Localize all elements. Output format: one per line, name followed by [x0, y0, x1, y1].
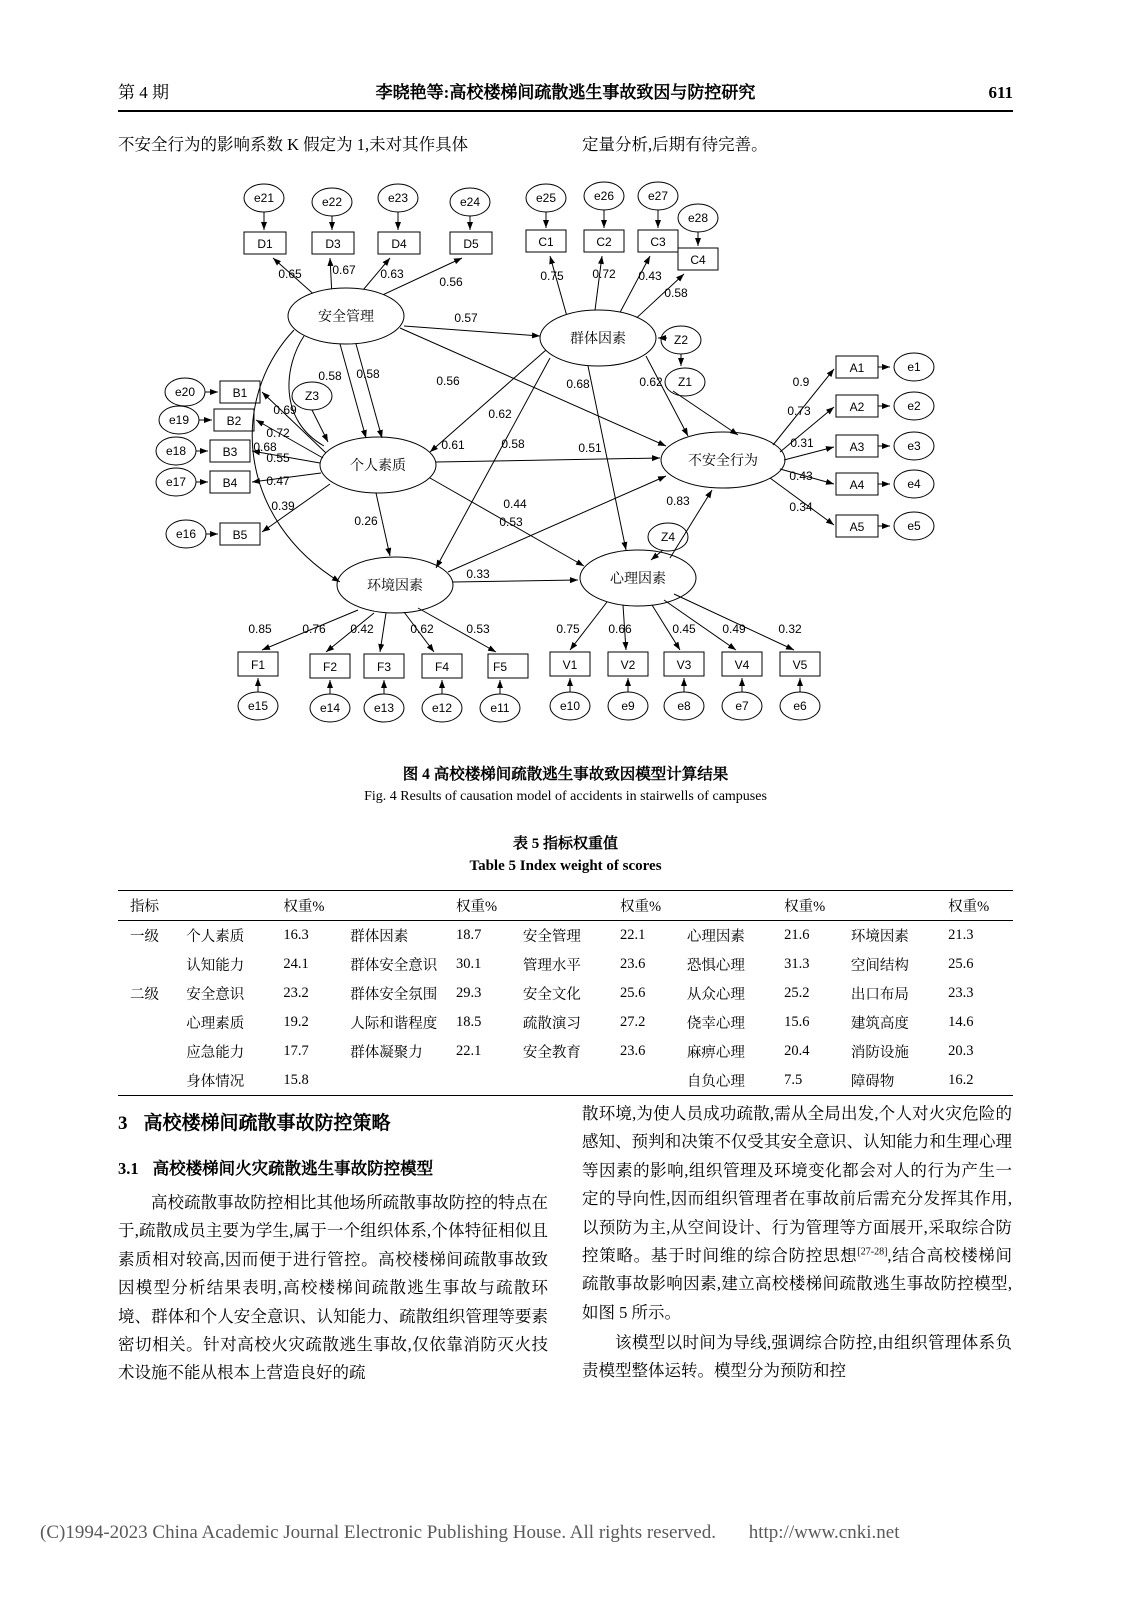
svg-text:e25: e25 [535, 191, 557, 205]
svg-text:0.55: 0.55 [266, 451, 290, 465]
paragraph-left-1: 高校疏散事故防控相比其他场所疏散事故防控的特点在于,疏散成员主要为学生,属于一个组织体系,个体特征相似且素质相对较高,因而便于进行管控。高校楼梯间疏散事故致因模型分析结果表明,高校楼梯间疏散逃生事故与疏散环境、群体和个人安全意识、认知能力、疏散组织管理等要素密切相关。针对高校火灾疏散逃生事故,仅依靠消防灭火技术设施不能从根本上营造良好的疏 [118, 1193, 548, 1383]
cell-level [118, 1008, 184, 1037]
cell-value: 23.6 [620, 956, 646, 972]
svg-text:e27: e27 [647, 189, 669, 203]
figure-caption-en: Fig. 4 Results of causation model of accidents in stairwells of campuses [364, 789, 767, 804]
section-3-number: 3 [118, 1113, 128, 1134]
svg-text:0.68: 0.68 [566, 377, 590, 391]
table-row [118, 1008, 1013, 1037]
cell-value: 7.5 [782, 1066, 849, 1096]
cell-name: 侥幸心理 [686, 1016, 745, 1032]
th-weight-4: 权重% [782, 891, 849, 921]
svg-text:e20: e20 [174, 385, 196, 399]
table-row [118, 1066, 1013, 1096]
svg-text:0.73: 0.73 [787, 404, 811, 418]
cell-name [521, 1066, 618, 1096]
svg-text:0.58: 0.58 [356, 367, 380, 381]
svg-text:F5: F5 [492, 660, 508, 674]
cell-value: 23.6 [620, 1043, 646, 1059]
cell-value: 30.1 [456, 956, 482, 972]
svg-text:0.32: 0.32 [778, 622, 802, 636]
th-weight-1: 权重% [281, 891, 348, 921]
citation-ref: [27-28] [857, 1246, 888, 1258]
cell-name: 安全文化 [522, 987, 581, 1003]
svg-text:e19: e19 [168, 413, 190, 427]
th-weight-2: 权重% [454, 891, 521, 921]
cell-name: 空间结构 [850, 958, 909, 974]
table-row [118, 1037, 1013, 1066]
svg-text:e1: e1 [907, 360, 921, 374]
cell-value: 31.3 [784, 956, 810, 972]
svg-text:0.31: 0.31 [790, 436, 814, 450]
section-heading-3 [118, 1108, 548, 1141]
svg-text:0.85: 0.85 [248, 622, 272, 636]
svg-text:不安全行为: 不安全行为 [688, 454, 758, 469]
svg-text:e12: e12 [431, 701, 453, 715]
table-row [118, 979, 1013, 1008]
cell-name: 建筑高度 [850, 1016, 909, 1032]
svg-text:0.63: 0.63 [380, 267, 404, 281]
paragraph-right-1 [582, 1100, 1012, 1327]
table-title-cn: 表 5 指标权重值 [512, 836, 618, 852]
intro-col-left: 不安全行为的影响系数 K 假定为 1,未对其作具体 [118, 135, 469, 154]
cell-name: 个人素质 [184, 921, 281, 951]
svg-text:0.39: 0.39 [271, 499, 295, 513]
svg-text:0.69: 0.69 [273, 403, 297, 417]
svg-text:0.76: 0.76 [302, 622, 326, 636]
page-footer [40, 1522, 1091, 1544]
cell-name: 管理水平 [522, 958, 581, 974]
header-issue: 第 4 期 [118, 83, 169, 102]
cell-level [118, 1066, 184, 1096]
cell-value: 22.1 [456, 1043, 482, 1059]
cell-name: 群体因素 [348, 921, 454, 951]
svg-text:0.66: 0.66 [608, 622, 632, 636]
svg-text:B5: B5 [232, 528, 248, 542]
svg-text:V3: V3 [676, 658, 692, 672]
cell-name [348, 1066, 454, 1096]
svg-text:C2: C2 [596, 235, 612, 249]
svg-text:0.83: 0.83 [666, 494, 690, 508]
svg-text:0.44: 0.44 [503, 497, 527, 511]
table-row [118, 950, 1013, 979]
footer-copyright: (C)1994-2023 China Academic Journal Electronic Publishing House. All rights reserved. [40, 1522, 716, 1543]
svg-text:Z1: Z1 [677, 375, 693, 389]
svg-text:C4: C4 [690, 253, 706, 267]
svg-text:群体因素: 群体因素 [570, 332, 626, 347]
svg-text:F1: F1 [250, 658, 266, 672]
svg-text:0.45: 0.45 [672, 622, 696, 636]
cell-name: 环境因素 [849, 921, 946, 951]
svg-text:e15: e15 [247, 699, 269, 713]
svg-text:e17: e17 [165, 475, 187, 489]
svg-text:e7: e7 [735, 699, 749, 713]
svg-text:0.72: 0.72 [266, 426, 290, 440]
cell-value: 22.1 [618, 921, 685, 951]
th-blank-1 [184, 891, 281, 921]
cell-name: 认知能力 [186, 958, 245, 974]
svg-text:e13: e13 [373, 701, 395, 715]
svg-text:e6: e6 [793, 699, 807, 713]
svg-text:D4: D4 [391, 237, 407, 251]
svg-text:0.43: 0.43 [789, 469, 813, 483]
svg-text:0.75: 0.75 [540, 269, 564, 283]
svg-text:V1: V1 [562, 658, 578, 672]
header-running-title: 李晓艳等:高校楼梯间疏散逃生事故致因与防控研究 [375, 83, 756, 102]
th-index: 指标 [118, 891, 184, 921]
paragraph-right-1-text: 散环境,为使人员成功疏散,需从全局出发,个人对火灾危险的感知、预判和决策不仅受其安全意识、认知能力和生理心理等因素的影响,组织管理及环境变化都会对人的行为产生一定的导向性,因而组织管理者在事故前后需充分发挥其作用,以预防为主,从空间设计、行为管理等方面展开,采取综合防控策略。基于时间维的综合防控思想 [582, 1104, 1012, 1265]
section-3-title: 高校楼梯间疏散事故防控策略 [143, 1113, 391, 1134]
svg-text:心理因素: 心理因素 [610, 572, 666, 587]
cell-value: 21.3 [946, 921, 1013, 951]
svg-text:0.68: 0.68 [253, 440, 277, 454]
svg-text:e5: e5 [907, 519, 921, 533]
svg-text:0.26: 0.26 [354, 514, 378, 528]
svg-text:e11: e11 [490, 701, 510, 715]
svg-text:F2: F2 [322, 660, 338, 674]
svg-text:0.42: 0.42 [350, 622, 374, 636]
svg-text:A4: A4 [849, 478, 865, 492]
cell-value: 27.2 [620, 1014, 646, 1030]
svg-text:0.49: 0.49 [722, 622, 746, 636]
svg-text:e4: e4 [907, 477, 921, 491]
cell-value: 23.3 [948, 985, 974, 1001]
cell-level: 二级 [130, 987, 159, 1003]
cell-level: 一级 [118, 921, 184, 951]
svg-text:e14: e14 [319, 701, 341, 715]
svg-text:A5: A5 [849, 520, 865, 534]
svg-text:e18: e18 [165, 444, 187, 458]
svg-text:0.62: 0.62 [488, 407, 512, 421]
cell-value: 18.7 [454, 921, 521, 951]
table-title-en: Table 5 Index weight of scores [469, 858, 662, 874]
svg-text:e26: e26 [593, 189, 615, 203]
svg-text:Z3: Z3 [304, 389, 320, 403]
svg-text:0.34: 0.34 [789, 500, 813, 514]
svg-text:0.58: 0.58 [318, 369, 342, 383]
svg-text:e10: e10 [559, 699, 581, 713]
th-weight-5: 权重% [946, 891, 1013, 921]
cell-name: 出口布局 [850, 987, 909, 1003]
svg-text:0.56: 0.56 [439, 275, 463, 289]
svg-text:V4: V4 [734, 658, 750, 672]
cell-value: 16.3 [281, 921, 348, 951]
svg-text:A2: A2 [849, 400, 865, 414]
svg-text:e24: e24 [459, 195, 481, 209]
cell-value: 25.2 [784, 985, 810, 1001]
cell-name: 心理因素 [685, 921, 782, 951]
svg-text:0.33: 0.33 [466, 567, 490, 581]
cell-level [118, 950, 184, 979]
cell-value: 15.6 [784, 1014, 810, 1030]
svg-text:Z2: Z2 [673, 333, 689, 347]
svg-text:个人素质: 个人素质 [350, 459, 406, 474]
svg-text:B3: B3 [222, 445, 238, 459]
cell-value: 24.1 [283, 956, 309, 972]
th-blank-5 [849, 891, 946, 921]
table-row [118, 921, 1013, 951]
svg-text:D3: D3 [325, 237, 341, 251]
cell-level [118, 1037, 184, 1066]
cell-value [454, 1066, 521, 1096]
svg-text:F4: F4 [434, 660, 450, 674]
cell-name: 恐惧心理 [686, 958, 745, 974]
svg-text:环境因素: 环境因素 [367, 579, 423, 594]
figure-caption-cn: 图 4 高校楼梯间疏散逃生事故致因模型计算结果 [402, 766, 729, 783]
svg-text:0.47: 0.47 [266, 474, 290, 488]
svg-text:V5: V5 [792, 658, 808, 672]
cell-name: 麻痹心理 [686, 1045, 745, 1061]
cell-name: 安全教育 [522, 1045, 581, 1061]
intro-paragraph [118, 132, 1013, 158]
cell-value: 16.2 [946, 1066, 1013, 1096]
cell-value: 17.7 [283, 1043, 309, 1059]
cell-value: 19.2 [283, 1014, 309, 1030]
cell-value [618, 1066, 685, 1096]
cell-value: 20.4 [784, 1043, 810, 1059]
cell-name: 消防设施 [850, 1045, 909, 1061]
cell-name: 群体凝聚力 [350, 1045, 423, 1061]
svg-text:0.58: 0.58 [664, 286, 688, 300]
body-col-right [582, 1100, 1012, 1390]
paragraph-right-1-cont: ,结合高校楼梯间疏散事故影响因素,建立高校楼梯间疏散逃生事故防控模型,如图 5 所示。 [582, 1245, 1013, 1322]
figure-caption [118, 762, 1013, 805]
cell-value: 20.3 [948, 1043, 974, 1059]
paragraph-right-2: 该模型以时间为导线,强调综合防控,由组织管理体系负责模型整体运转。模型分为预防和控 [582, 1333, 1012, 1381]
svg-text:安全管理: 安全管理 [318, 310, 374, 325]
cell-value: 25.6 [620, 985, 646, 1001]
cell-name: 安全意识 [186, 987, 245, 1003]
cell-value: 23.2 [283, 985, 309, 1001]
header-page-number: 611 [988, 83, 1013, 102]
index-weight-table [118, 890, 1013, 1096]
body-col-left [118, 1100, 548, 1390]
cell-name: 自负心理 [685, 1066, 782, 1096]
svg-text:C1: C1 [538, 235, 554, 249]
section-31-title: 高校楼梯间火灾疏散逃生事故防控模型 [152, 1158, 434, 1178]
table-header-row [118, 891, 1013, 921]
svg-text:0.56: 0.56 [436, 374, 460, 388]
svg-text:D1: D1 [257, 237, 273, 251]
svg-text:B2: B2 [226, 414, 242, 428]
cell-value: 29.3 [456, 985, 482, 1001]
cell-name: 障碍物 [849, 1066, 946, 1096]
svg-text:Z4: Z4 [660, 530, 676, 544]
table-title [118, 832, 1013, 875]
cell-name: 人际和谐程度 [350, 1016, 438, 1032]
figure-4-sem-diagram [118, 170, 1013, 760]
svg-text:0.57: 0.57 [454, 311, 478, 325]
svg-text:0.72: 0.72 [592, 267, 616, 281]
intro-col-right: 定量分析,后期有待完善。 [582, 135, 768, 154]
cell-name: 疏散演习 [522, 1016, 581, 1032]
svg-text:0.65: 0.65 [278, 267, 302, 281]
th-blank-4 [685, 891, 782, 921]
cell-name: 身体情况 [184, 1066, 281, 1096]
svg-text:e16: e16 [175, 527, 197, 541]
svg-text:e23: e23 [387, 191, 409, 205]
svg-text:0.51: 0.51 [578, 441, 602, 455]
cell-name: 应急能力 [186, 1045, 245, 1061]
svg-text:e28: e28 [687, 211, 709, 225]
cell-value: 14.6 [948, 1014, 974, 1030]
cell-value: 15.8 [281, 1066, 348, 1096]
svg-text:0.61: 0.61 [441, 438, 465, 452]
cell-value: 18.5 [456, 1014, 482, 1030]
svg-text:0.62: 0.62 [410, 622, 434, 636]
svg-text:C3: C3 [650, 235, 666, 249]
svg-text:0.75: 0.75 [556, 622, 580, 636]
th-weight-3: 权重% [618, 891, 685, 921]
cell-value: 25.6 [948, 956, 974, 972]
th-blank-2 [348, 891, 454, 921]
svg-text:B1: B1 [232, 386, 248, 400]
cell-name: 从众心理 [686, 987, 745, 1003]
svg-text:e8: e8 [677, 699, 691, 713]
cell-name: 心理素质 [186, 1016, 245, 1032]
svg-text:0.67: 0.67 [332, 263, 356, 277]
svg-text:B4: B4 [222, 476, 238, 490]
cell-name: 群体安全意识 [350, 958, 438, 974]
svg-text:e9: e9 [621, 699, 635, 713]
svg-text:e2: e2 [907, 399, 921, 413]
svg-text:D5: D5 [463, 237, 479, 251]
cell-value: 21.6 [782, 921, 849, 951]
svg-text:0.62: 0.62 [639, 375, 663, 389]
svg-text:e3: e3 [907, 439, 921, 453]
svg-text:e21: e21 [253, 191, 275, 205]
section-31-number: 3.1 [118, 1158, 139, 1178]
svg-text:A3: A3 [849, 440, 865, 454]
svg-text:A1: A1 [849, 361, 865, 375]
section-heading-3-1 [118, 1155, 548, 1183]
body-columns [118, 1100, 1013, 1390]
svg-text:0.43: 0.43 [638, 269, 662, 283]
svg-text:0.53: 0.53 [499, 515, 523, 529]
svg-text:0.53: 0.53 [466, 622, 490, 636]
page-header [118, 78, 1013, 103]
svg-text:e22: e22 [321, 195, 343, 209]
cell-name: 群体安全氛围 [350, 987, 438, 1003]
header-divider [118, 110, 1013, 112]
svg-text:0.9: 0.9 [792, 375, 810, 389]
svg-text:V2: V2 [620, 658, 636, 672]
footer-url[interactable]: http://www.cnki.net [748, 1522, 900, 1543]
svg-text:0.58: 0.58 [501, 437, 525, 451]
cell-name: 安全管理 [521, 921, 618, 951]
svg-text:F3: F3 [376, 660, 392, 674]
th-blank-3 [521, 891, 618, 921]
